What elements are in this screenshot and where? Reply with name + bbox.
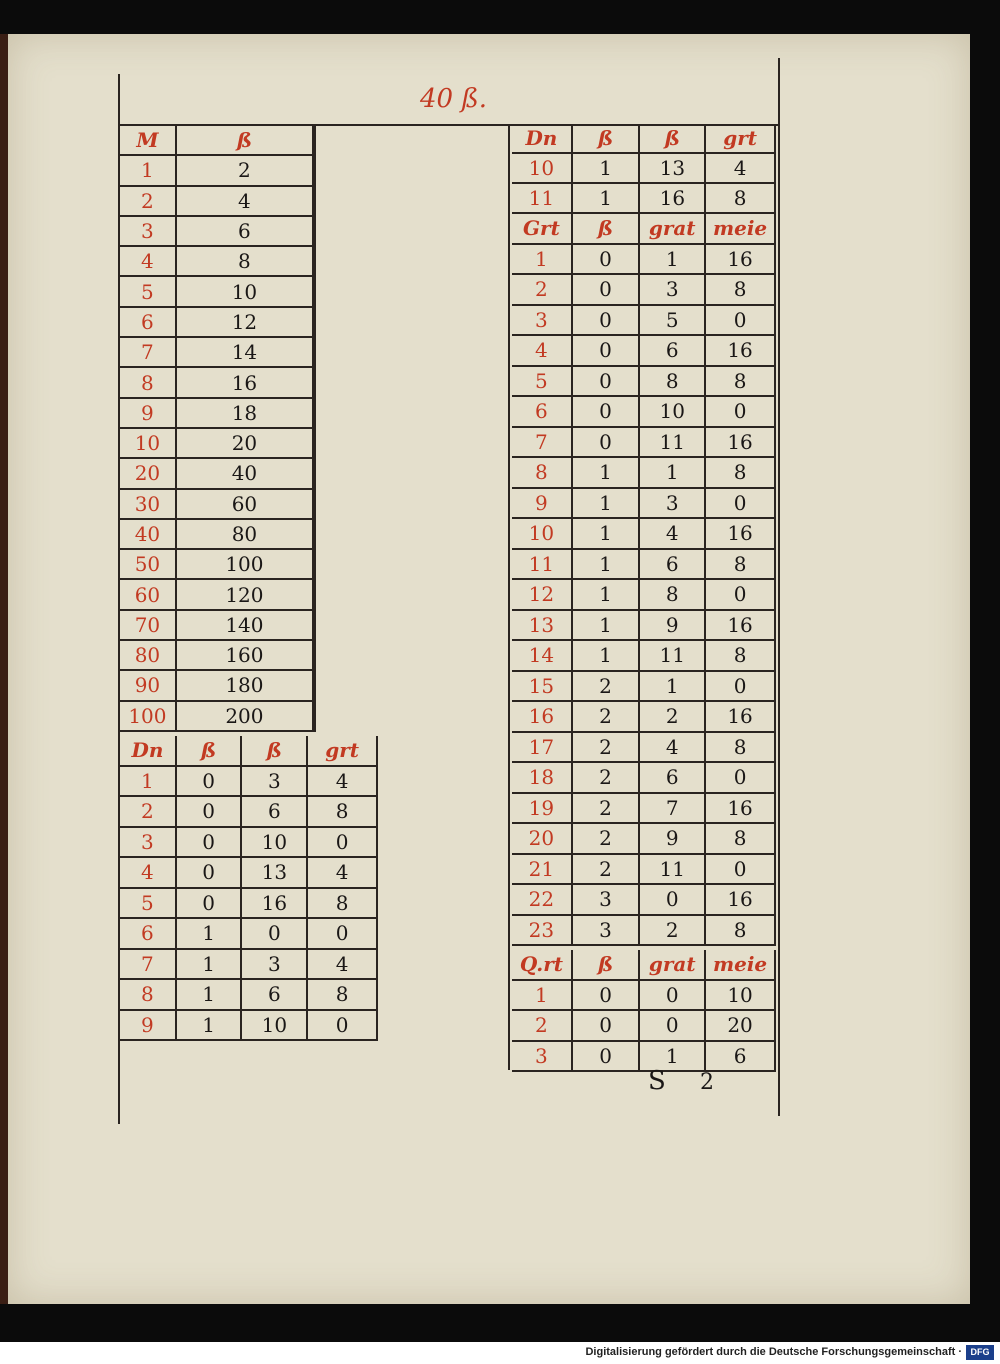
value-cell: 8	[705, 366, 775, 397]
row-label-cell: 6	[512, 396, 572, 427]
value-cell: 0	[705, 579, 775, 610]
value-cell: 0	[572, 396, 640, 427]
table-row	[120, 549, 313, 579]
table-row	[120, 827, 377, 858]
header-cell: Dn	[120, 736, 176, 766]
row-label-cell: 20	[512, 823, 572, 854]
value-cell: 8	[705, 549, 775, 580]
dfg-logo: DFG	[966, 1345, 994, 1360]
table-row	[512, 1010, 775, 1041]
header-cell: Q.rt	[512, 950, 572, 980]
value-cell: 6	[176, 216, 313, 246]
header-cell: grat	[639, 950, 705, 980]
row-label-cell: 2	[512, 274, 572, 305]
value-cell: 12	[176, 307, 313, 337]
value-cell: 11	[639, 640, 705, 671]
value-cell: 120	[176, 579, 313, 609]
value-cell: 4	[307, 949, 377, 980]
row-label-cell: 1	[512, 244, 572, 275]
header-cell: Grt	[512, 214, 572, 244]
value-cell: 13	[241, 857, 307, 888]
table-row	[120, 367, 313, 397]
value-cell: 0	[572, 366, 640, 397]
value-cell: 2	[572, 823, 640, 854]
table-row	[120, 216, 313, 246]
row-label-cell: 13	[512, 610, 572, 641]
header-cell: ß	[572, 950, 639, 980]
value-cell: 6	[639, 335, 705, 366]
table-left-bottom	[120, 736, 378, 1041]
value-cell: 2	[572, 793, 640, 824]
value-cell: 16	[705, 427, 775, 458]
table-row	[120, 276, 313, 306]
value-cell: 8	[705, 915, 775, 946]
value-cell: 0	[572, 980, 639, 1011]
row-label-cell: 40	[120, 519, 176, 549]
row-label-cell: 22	[512, 884, 572, 915]
row-label-cell: 60	[120, 579, 176, 609]
value-cell: 1	[176, 979, 242, 1010]
footer-credit: Digitalisierung gefördert durch die Deutsche Forschungsgemeinschaft ·	[585, 1346, 962, 1358]
table-header-row	[120, 126, 313, 155]
table-row	[120, 857, 377, 888]
value-cell: 9	[639, 610, 705, 641]
value-cell: 2	[639, 701, 705, 732]
table-row	[512, 366, 775, 397]
table-row	[120, 428, 313, 458]
row-label-cell: 1	[512, 980, 572, 1011]
book-spine	[0, 34, 8, 1304]
value-cell: 8	[705, 183, 775, 213]
header-cell: ß	[572, 214, 640, 244]
table-row	[512, 153, 775, 183]
value-cell: 3	[639, 274, 705, 305]
value-cell: 140	[176, 610, 313, 640]
value-cell: 2	[572, 701, 640, 732]
value-cell: 10	[241, 1010, 307, 1041]
value-cell: 0	[176, 827, 242, 858]
value-cell: 6	[241, 796, 307, 827]
value-cell: 0	[176, 857, 242, 888]
header-cell: ß	[176, 736, 242, 766]
row-label-cell: 19	[512, 793, 572, 824]
value-cell: 0	[705, 488, 775, 519]
value-cell: 8	[307, 888, 377, 919]
value-cell: 10	[705, 980, 775, 1011]
value-cell: 1	[572, 153, 640, 183]
table-row	[512, 305, 775, 336]
value-cell: 2	[572, 671, 640, 702]
value-cell: 0	[572, 244, 640, 275]
table-header-row	[512, 214, 775, 244]
row-label-cell: 9	[512, 488, 572, 519]
table-row	[120, 979, 377, 1010]
value-cell: 1	[572, 488, 640, 519]
value-cell: 5	[639, 305, 705, 336]
value-cell: 16	[176, 367, 313, 397]
value-cell: 16	[705, 244, 775, 275]
table-right-quarter	[512, 950, 776, 1072]
header-cell: grt	[705, 124, 775, 153]
table-row	[512, 610, 775, 641]
row-label-cell: 2	[120, 796, 176, 827]
header-cell: ß	[572, 124, 640, 153]
table-row	[512, 1041, 775, 1072]
table-row	[120, 796, 377, 827]
table-row	[120, 640, 313, 670]
table-row	[512, 518, 775, 549]
row-label-cell: 70	[120, 610, 176, 640]
row-label-cell: 3	[120, 216, 176, 246]
value-cell: 10	[176, 276, 313, 306]
value-cell: 200	[176, 701, 313, 731]
value-cell: 3	[572, 884, 640, 915]
value-cell: 8	[705, 457, 775, 488]
table-row	[512, 671, 775, 702]
row-label-cell: 3	[120, 827, 176, 858]
row-label-cell: 4	[512, 335, 572, 366]
value-cell: 1	[176, 1010, 242, 1041]
signature-number: 2	[700, 1070, 714, 1095]
table-row	[512, 244, 775, 275]
table-row	[512, 488, 775, 519]
value-cell: 4	[639, 732, 705, 763]
table-row	[120, 337, 313, 367]
value-cell: 60	[176, 489, 313, 519]
row-label-cell: 30	[120, 489, 176, 519]
table-row	[120, 949, 377, 980]
row-label-cell: 2	[512, 1010, 572, 1041]
table-row	[512, 274, 775, 305]
row-label-cell: 7	[120, 337, 176, 367]
value-cell: 1	[572, 610, 640, 641]
value-cell: 0	[705, 671, 775, 702]
header-cell: Dn	[512, 124, 572, 153]
row-label-cell: 20	[120, 458, 176, 488]
value-cell: 20	[176, 428, 313, 458]
row-label-cell: 11	[512, 549, 572, 580]
header-cell: ß	[176, 126, 313, 155]
signature-mark: S	[648, 1066, 666, 1096]
row-label-cell: 5	[120, 888, 176, 919]
table-row	[120, 1010, 377, 1041]
value-cell: 16	[639, 183, 705, 213]
value-cell: 0	[572, 1010, 639, 1041]
row-label-cell: 10	[512, 153, 572, 183]
value-cell: 8	[705, 640, 775, 671]
table-row	[120, 670, 313, 700]
value-cell: 4	[176, 186, 313, 216]
row-label-cell: 8	[120, 979, 176, 1010]
value-cell: 2	[572, 854, 640, 885]
value-cell: 0	[176, 766, 242, 797]
value-cell: 8	[176, 246, 313, 276]
value-cell: 7	[639, 793, 705, 824]
value-cell: 0	[705, 396, 775, 427]
value-cell: 8	[307, 796, 377, 827]
row-label-cell: 12	[512, 579, 572, 610]
value-cell: 100	[176, 549, 313, 579]
value-cell: 0	[176, 888, 242, 919]
value-cell: 0	[705, 305, 775, 336]
value-cell: 1	[572, 518, 640, 549]
value-cell: 9	[639, 823, 705, 854]
value-cell: 1	[176, 918, 242, 949]
value-cell: 3	[241, 949, 307, 980]
table-row	[512, 980, 775, 1011]
row-label-cell: 9	[120, 1010, 176, 1041]
header-cell: meie	[705, 214, 775, 244]
value-cell: 8	[705, 732, 775, 763]
row-label-cell: 1	[120, 766, 176, 797]
row-label-cell: 10	[120, 428, 176, 458]
page-heading: 40 ß.	[420, 84, 487, 114]
value-cell: 16	[705, 335, 775, 366]
value-cell: 3	[639, 488, 705, 519]
value-cell: 2	[572, 732, 640, 763]
table-row	[512, 762, 775, 793]
value-cell: 10	[639, 396, 705, 427]
header-cell: grat	[639, 214, 705, 244]
row-label-cell: 14	[512, 640, 572, 671]
table-row	[120, 701, 313, 731]
table-row	[512, 854, 775, 885]
table-row	[512, 823, 775, 854]
value-cell: 13	[639, 153, 705, 183]
value-cell: 0	[307, 827, 377, 858]
value-cell: 10	[241, 827, 307, 858]
row-label-cell: 2	[120, 186, 176, 216]
table-row	[512, 183, 775, 213]
value-cell: 2	[639, 915, 705, 946]
value-cell: 80	[176, 519, 313, 549]
value-cell: 8	[705, 823, 775, 854]
header-cell: meie	[705, 950, 775, 980]
table-row	[120, 766, 377, 797]
row-label-cell: 9	[120, 398, 176, 428]
value-cell: 0	[241, 918, 307, 949]
value-cell: 8	[307, 979, 377, 1010]
table-row	[512, 701, 775, 732]
row-label-cell: 16	[512, 701, 572, 732]
row-label-cell: 1	[120, 155, 176, 185]
row-label-cell: 50	[120, 549, 176, 579]
value-cell: 180	[176, 670, 313, 700]
value-cell: 8	[639, 366, 705, 397]
table-row	[512, 549, 775, 580]
row-label-cell: 6	[120, 307, 176, 337]
table-row	[512, 579, 775, 610]
table-row	[120, 246, 313, 276]
value-cell: 1	[572, 579, 640, 610]
table-row	[120, 888, 377, 919]
value-cell: 1	[176, 949, 242, 980]
table-row	[512, 335, 775, 366]
value-cell: 1	[572, 457, 640, 488]
value-cell: 1	[639, 1041, 705, 1072]
value-cell: 3	[572, 915, 640, 946]
value-cell: 4	[639, 518, 705, 549]
value-cell: 0	[572, 427, 640, 458]
value-cell: 0	[639, 980, 705, 1011]
value-cell: 1	[572, 549, 640, 580]
value-cell: 6	[241, 979, 307, 1010]
value-cell: 11	[639, 427, 705, 458]
row-label-cell: 100	[120, 701, 176, 731]
table-row	[120, 610, 313, 640]
value-cell: 6	[639, 549, 705, 580]
table-header-row	[512, 124, 775, 153]
value-cell: 6	[639, 762, 705, 793]
table-row	[120, 519, 313, 549]
right-frame-line	[778, 58, 780, 1116]
table-row	[512, 457, 775, 488]
table-row	[120, 307, 313, 337]
header-cell: grt	[307, 736, 377, 766]
table-row	[512, 793, 775, 824]
value-cell: 0	[176, 796, 242, 827]
value-cell: 0	[639, 884, 705, 915]
header-cell: M	[120, 126, 176, 155]
value-cell: 0	[572, 1041, 639, 1072]
value-cell: 4	[705, 153, 775, 183]
value-cell: 2	[572, 762, 640, 793]
row-label-cell: 10	[512, 518, 572, 549]
row-label-cell: 18	[512, 762, 572, 793]
value-cell: 0	[572, 305, 640, 336]
row-label-cell: 8	[512, 457, 572, 488]
row-label-cell: 5	[120, 276, 176, 306]
table-header-row	[120, 736, 377, 766]
value-cell: 11	[639, 854, 705, 885]
row-label-cell: 23	[512, 915, 572, 946]
table-row	[512, 732, 775, 763]
row-label-cell: 6	[120, 918, 176, 949]
table-row	[120, 579, 313, 609]
row-label-cell: 8	[120, 367, 176, 397]
row-label-cell: 3	[512, 305, 572, 336]
value-cell: 20	[705, 1010, 775, 1041]
value-cell: 2	[176, 155, 313, 185]
table-right-pence	[512, 124, 776, 214]
table-left-top	[120, 126, 314, 732]
center-line-right	[508, 124, 510, 1070]
table-right-groats	[512, 214, 776, 946]
value-cell: 1	[572, 183, 640, 213]
table-row	[512, 396, 775, 427]
row-label-cell: 80	[120, 640, 176, 670]
value-cell: 1	[572, 640, 640, 671]
value-cell: 16	[705, 701, 775, 732]
value-cell: 0	[705, 854, 775, 885]
value-cell: 0	[307, 918, 377, 949]
value-cell: 6	[705, 1041, 775, 1072]
value-cell: 0	[572, 274, 640, 305]
value-cell: 1	[639, 244, 705, 275]
value-cell: 0	[307, 1010, 377, 1041]
value-cell: 14	[176, 337, 313, 367]
table-row	[120, 489, 313, 519]
row-label-cell: 17	[512, 732, 572, 763]
table-row	[512, 427, 775, 458]
value-cell: 16	[705, 610, 775, 641]
value-cell: 40	[176, 458, 313, 488]
row-label-cell: 21	[512, 854, 572, 885]
value-cell: 1	[639, 671, 705, 702]
value-cell: 4	[307, 766, 377, 797]
table-row	[120, 398, 313, 428]
table-row	[120, 458, 313, 488]
table-row	[512, 884, 775, 915]
table-row	[120, 918, 377, 949]
row-label-cell: 3	[512, 1041, 572, 1072]
value-cell: 160	[176, 640, 313, 670]
center-line-left	[314, 124, 316, 732]
value-cell: 3	[241, 766, 307, 797]
row-label-cell: 7	[512, 427, 572, 458]
value-cell: 0	[705, 762, 775, 793]
row-label-cell: 11	[512, 183, 572, 213]
value-cell: 16	[705, 884, 775, 915]
value-cell: 8	[705, 274, 775, 305]
value-cell: 16	[705, 793, 775, 824]
row-label-cell: 90	[120, 670, 176, 700]
value-cell: 16	[705, 518, 775, 549]
value-cell: 8	[639, 579, 705, 610]
row-label-cell: 5	[512, 366, 572, 397]
header-cell: ß	[241, 736, 307, 766]
table-header-row	[512, 950, 775, 980]
value-cell: 4	[307, 857, 377, 888]
value-cell: 0	[639, 1010, 705, 1041]
value-cell: 0	[572, 335, 640, 366]
header-cell: ß	[639, 124, 705, 153]
value-cell: 1	[639, 457, 705, 488]
table-row	[120, 155, 313, 185]
row-label-cell: 4	[120, 857, 176, 888]
row-label-cell: 4	[120, 246, 176, 276]
table-row	[512, 915, 775, 946]
row-label-cell: 15	[512, 671, 572, 702]
table-row	[512, 640, 775, 671]
value-cell: 16	[241, 888, 307, 919]
value-cell: 18	[176, 398, 313, 428]
row-label-cell: 7	[120, 949, 176, 980]
table-row	[120, 186, 313, 216]
